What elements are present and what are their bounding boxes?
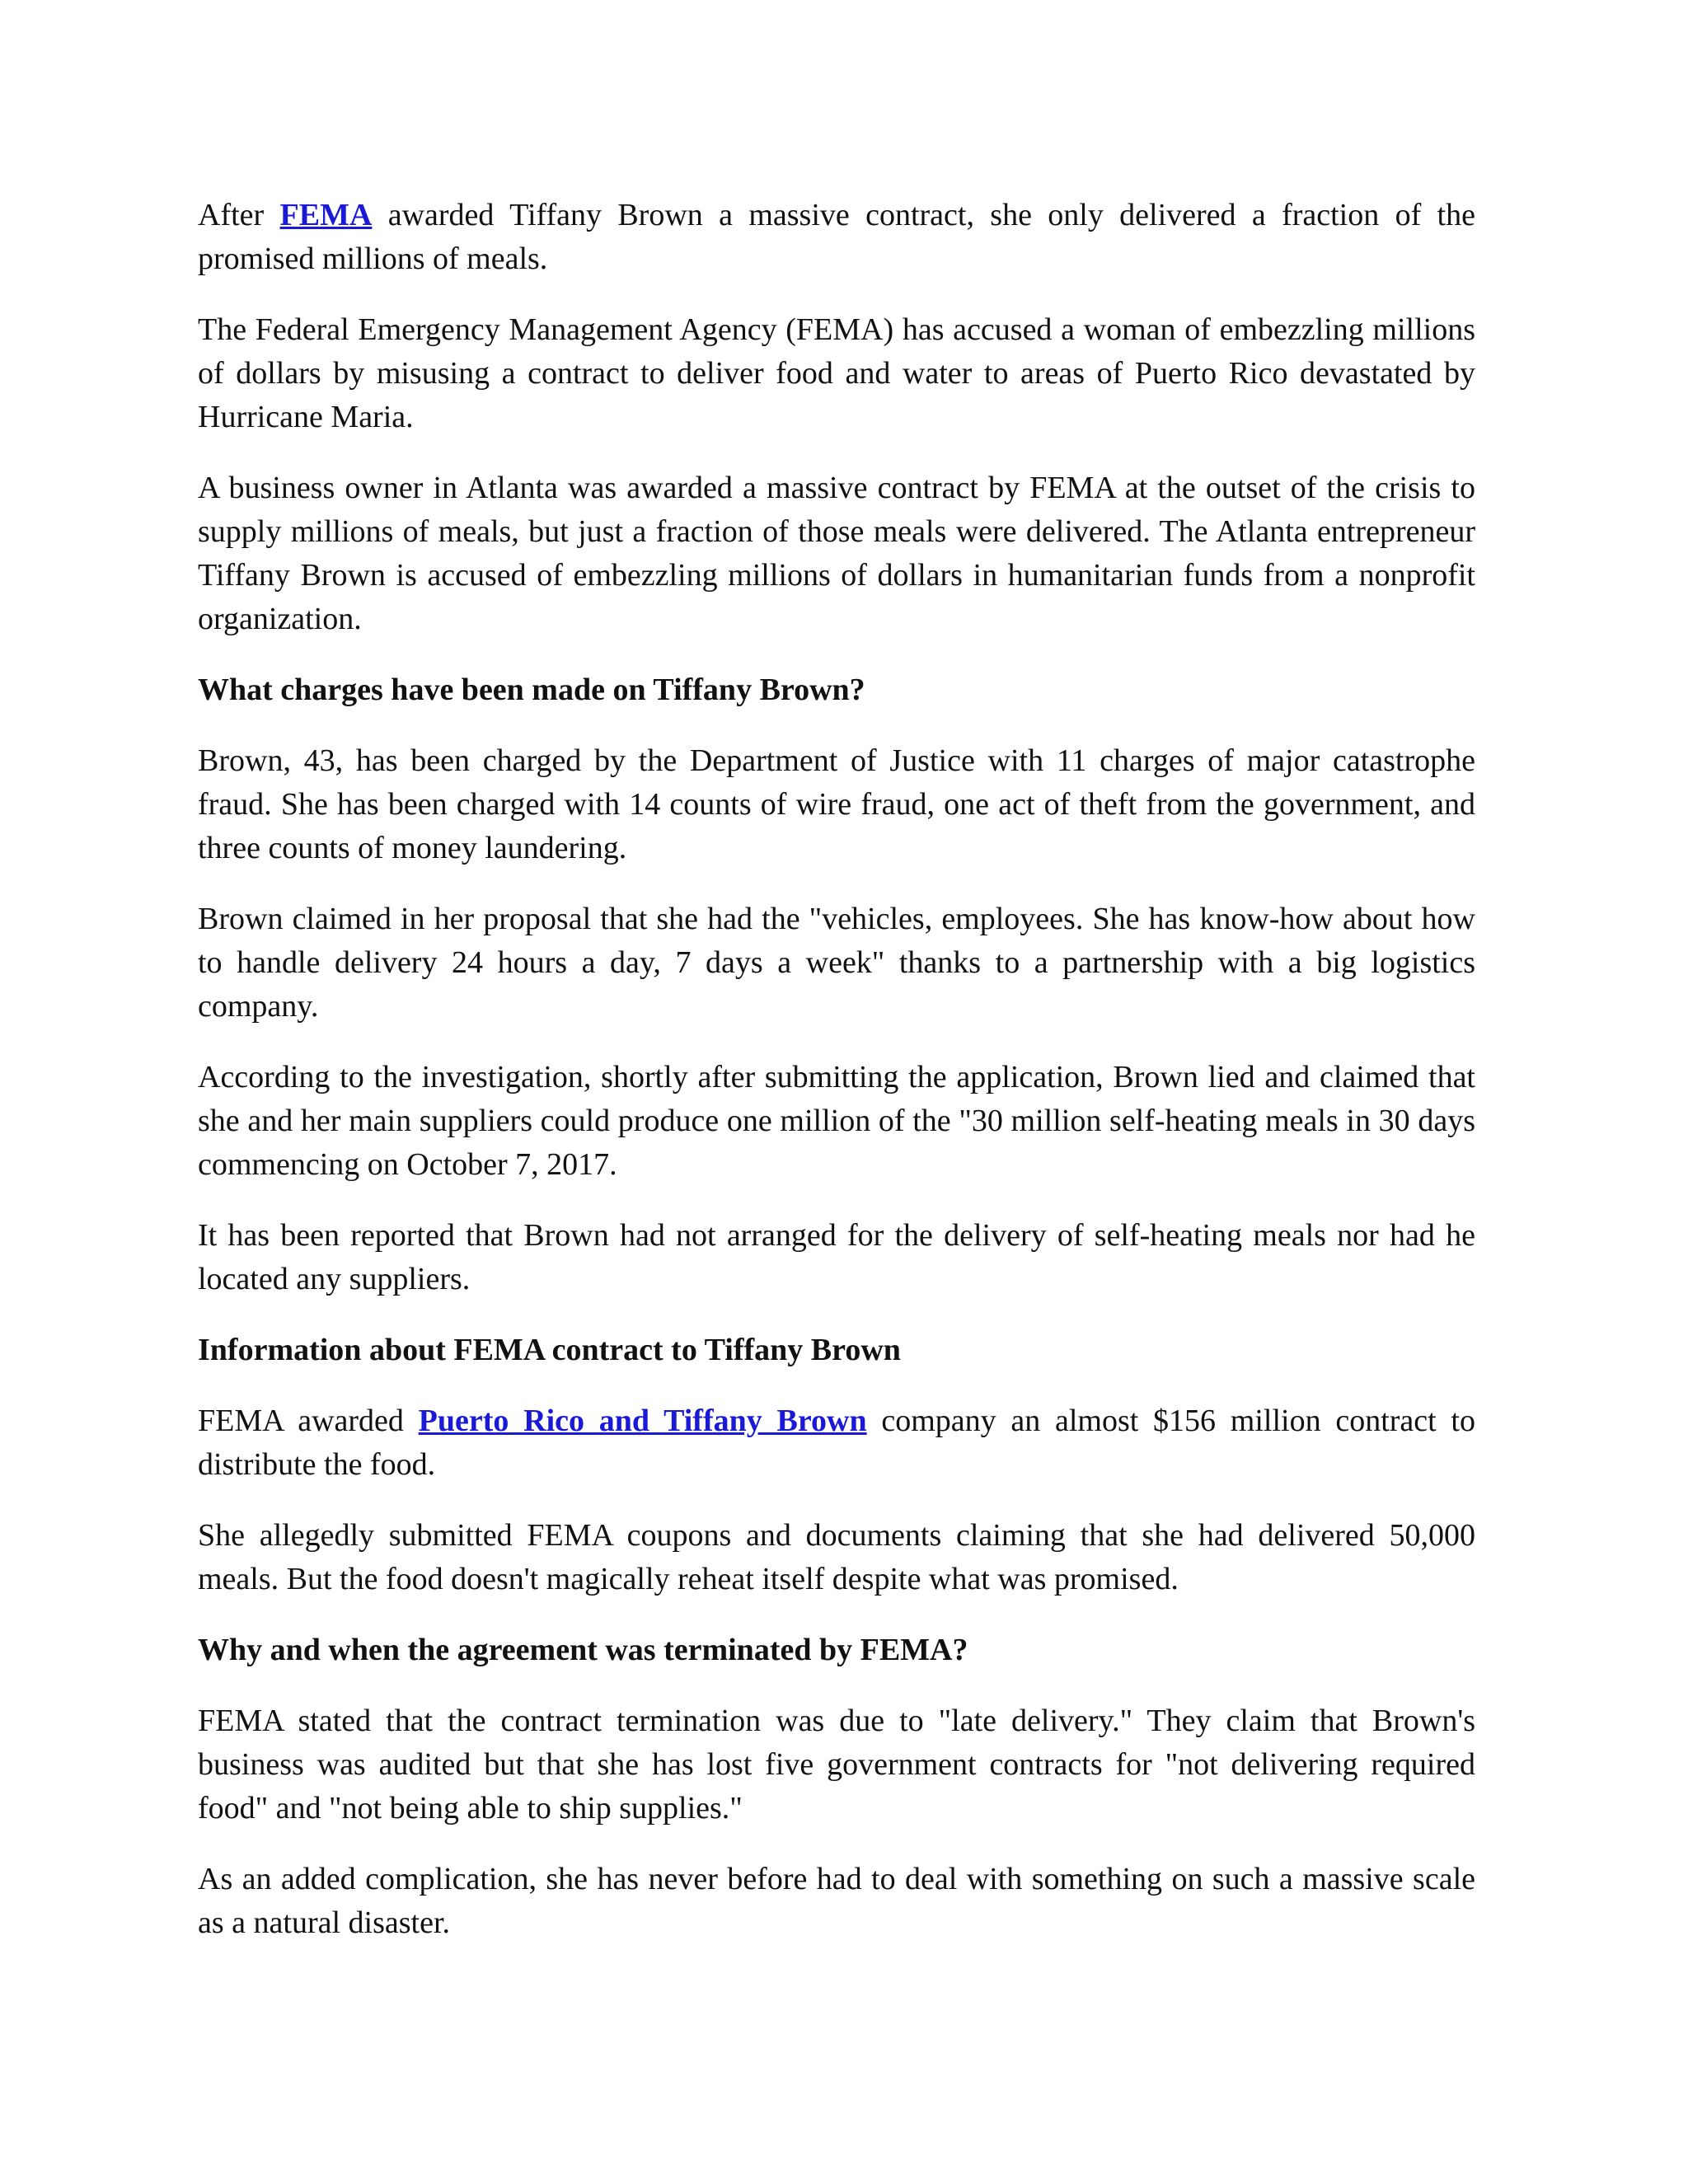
paragraph-accusation: The Federal Emergency Management Agency (FEMA) has accused a woman of embezzling millions of dollars by misusing a contract to deliver food and water to areas of Puerto Rico devastated by Hurricane Maria. [198, 312, 1475, 434]
paragraph-charges: Brown, 43, has been charged by the Department of Justice with 11 charges of major catastrophe fraud. She has been charged with 14 counts of wire fraud, one act of theft from the government, and three counts of money laundering. [198, 743, 1475, 865]
paragraph-termination: FEMA stated that the contract termination was due to "late delivery." They claim that Brown's business was audited but that she has lost five government contracts for "not delivering required food" and "not being able to ship supplies." [198, 1704, 1475, 1825]
paragraph-intro-rest: awarded Tiffany Brown a massive contract, she only delivered a fraction of the promised millions of meals. [198, 198, 1475, 276]
fema-link[interactable]: FEMA [279, 198, 373, 232]
paragraph-contract-rest: company an almost $156 million contract to distribute the food. [198, 1404, 1475, 1482]
paragraph-complication: As an added complication, she has never before had to deal with something on such a massive scale as a natural disaster. [198, 1862, 1475, 1940]
puerto-rico-link[interactable]: Puerto Rico and Tiffany Brown [418, 1404, 867, 1438]
heading-termination: Why and when the agreement was terminated by FEMA? [198, 1633, 968, 1667]
heading-contract-info: Information about FEMA contract to Tiffany Brown [198, 1333, 901, 1367]
paragraph-intro-lead: After [198, 198, 280, 232]
paragraph-suppliers: It has been reported that Brown had not arranged for the delivery of self-heating meals nor had he located any suppliers. [198, 1218, 1475, 1296]
paragraph-proposal: Brown claimed in her proposal that she had the "vehicles, employees. She has know-how about how to handle delivery 24 hours a day, 7 days a week" thanks to a partnership with a big logistics company. [198, 902, 1475, 1024]
paragraph-contract [198, 1399, 1475, 1487]
heading-charges: What charges have been made on Tiffany Brown? [198, 673, 865, 707]
paragraph-coupons: She allegedly submitted FEMA coupons and documents claiming that she had delivered 50,000 meals. But the food doesn't magically reheat itself despite what was promised. [198, 1518, 1475, 1596]
paragraph-contract-lead: FEMA awarded [198, 1404, 419, 1438]
paragraph-business-owner: A business owner in Atlanta was awarded a massive contract by FEMA at the outset of the crisis to supply millions of meals, but just a fraction of those meals were delivered. The Atlanta entrepreneur Tiffany Brown is accused of embezzling millions of dollars in humanitarian funds from a nonprofit organization. [198, 471, 1475, 636]
paragraph-intro [198, 194, 1475, 281]
paragraph-investigation: According to the investigation, shortly after submitting the application, Brown lied and claimed that she and her main suppliers could produce one million of the "30 million self-heating meals in 30 days commencing on October 7, 2017. [198, 1060, 1475, 1182]
article-body [198, 194, 1475, 1972]
